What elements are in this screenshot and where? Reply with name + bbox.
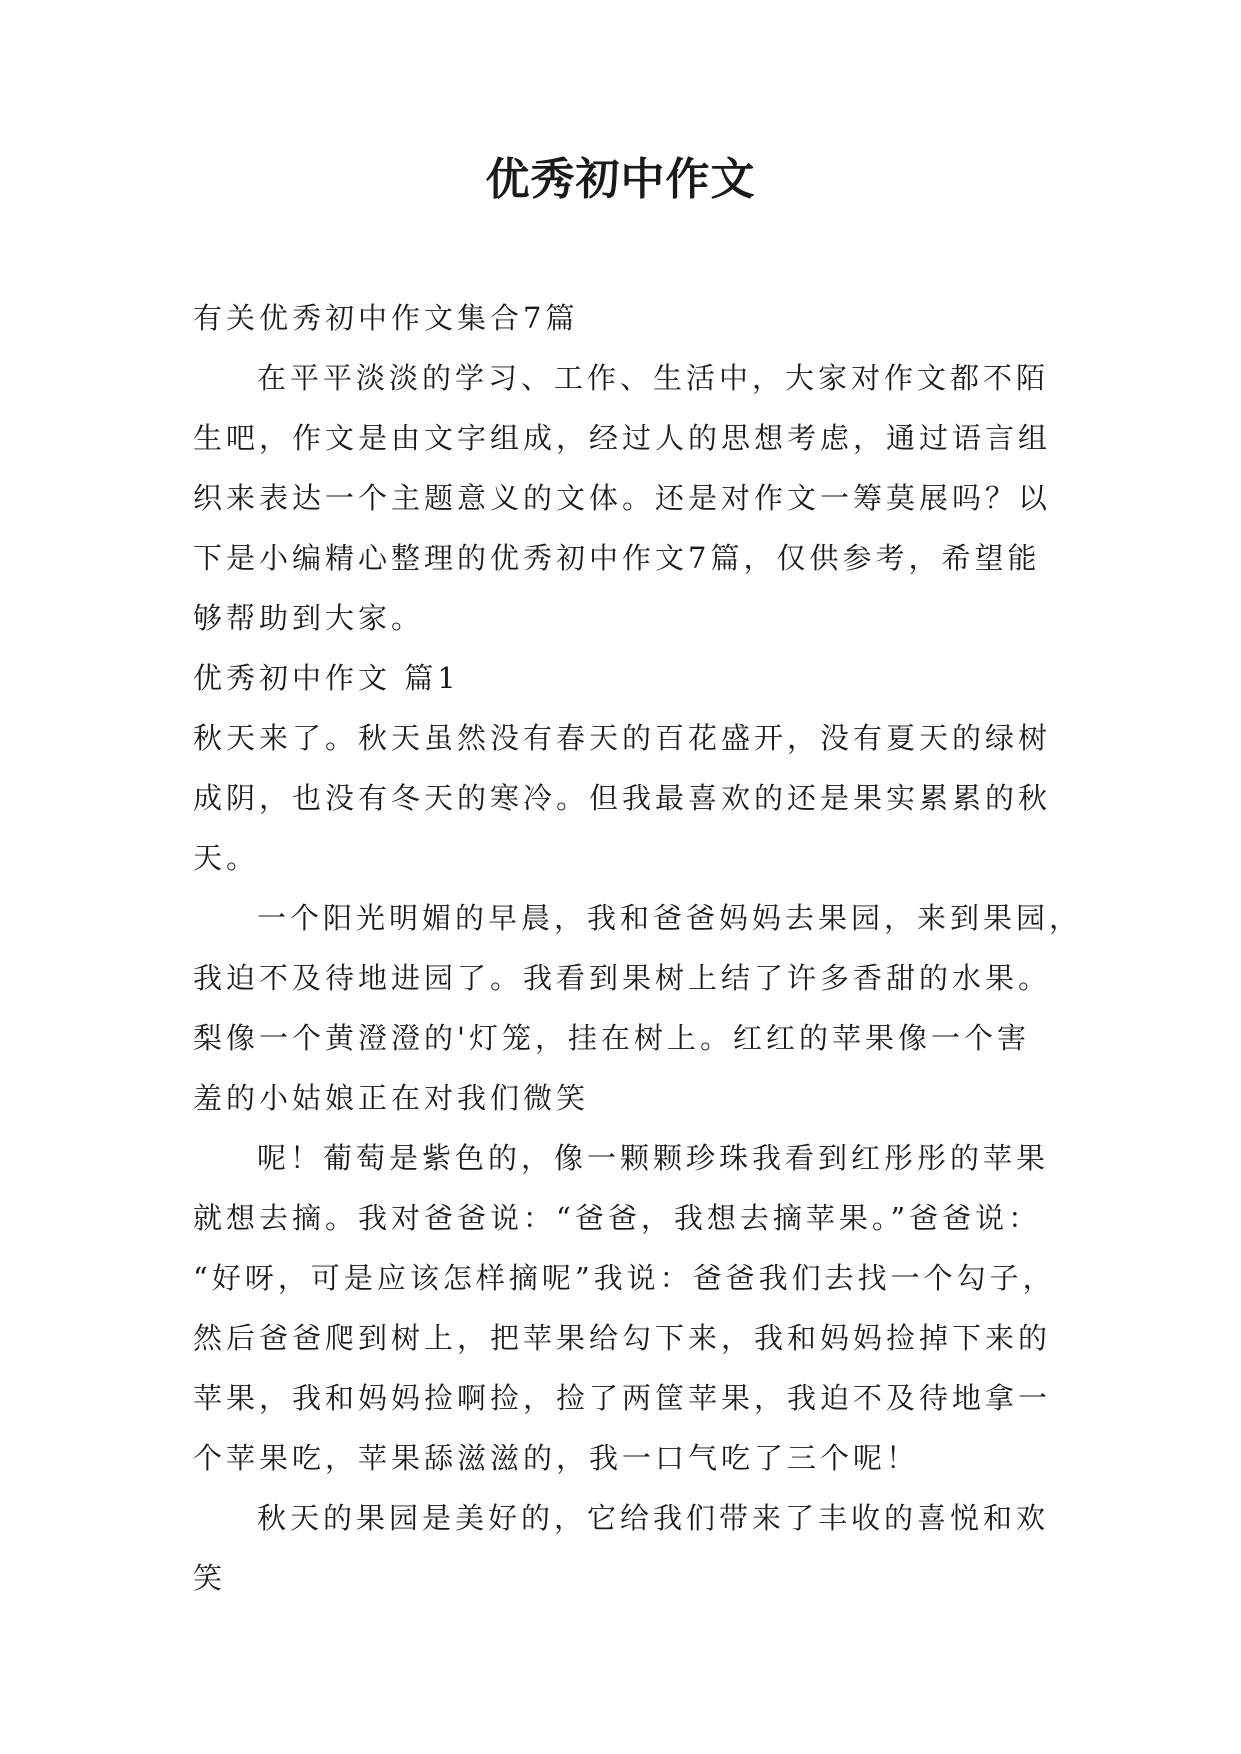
intro-line: 生吧，作文是由文字组成，经过人的思想考虑，通过语言组 [193, 421, 1052, 455]
document-body [193, 288, 1083, 1608]
paragraph-line: 秋天的果园是美好的，它给我们带来了丰收的喜悦和欢 [257, 1501, 1050, 1535]
paragraph-line: 笑 [193, 1561, 227, 1595]
paragraph-line: 我迫不及待地进园了。我看到果树上结了许多香甜的水果。 [193, 961, 1052, 995]
paragraph-line: 天。 [193, 841, 260, 875]
paragraph-line: 个苹果吃，苹果舔滋滋的，我一口气吃了三个呢！ [193, 1441, 920, 1475]
paragraph-line: 秋天来了。秋天虽然没有春天的百花盛开，没有夏天的绿树 [193, 721, 1052, 755]
intro-line: 在平平淡淡的学习、工作、生活中，大家对作文都不陌 [257, 361, 1050, 395]
paragraph-line: 梨像一个黄澄澄的'灯笼，挂在树上。红红的苹果像一个害 [193, 1021, 1030, 1055]
intro-line: 织来表达一个主题意义的文体。还是对作文一筹莫展吗？以 [193, 481, 1052, 515]
document-title: 优秀初中作文 [485, 154, 756, 205]
paragraph-line: 然后爸爸爬到树上，把苹果给勾下来，我和妈妈捡掉下来的 [193, 1321, 1052, 1355]
paragraph-line: 成阴，也没有冬天的寒冷。但我最喜欢的还是果实累累的秋 [193, 781, 1052, 815]
intro-line: 够帮助到大家。 [193, 601, 425, 635]
document-subtitle: 有关优秀初中作文集合7篇 [193, 301, 579, 335]
paragraph-line: 苹果，我和妈妈捡啊捡，捡了两筐苹果，我迫不及待地拿一 [193, 1381, 1052, 1415]
paragraph-line: 一个阳光明媚的早晨，我和爸爸妈妈去果园，来到果园， [257, 901, 1083, 935]
paragraph-line: “好呀，可是应该怎样摘呢”我说：爸爸我们去找一个勾子， [193, 1261, 1056, 1295]
paragraph-line: 羞的小姑娘正在对我们微笑 [193, 1081, 590, 1115]
intro-line: 下是小编精心整理的优秀初中作文7篇，仅供参考，希望能 [193, 541, 1041, 575]
section-heading: 优秀初中作文 篇1 [193, 661, 460, 695]
paragraph-line: 就想去摘。我对爸爸说：“爸爸，我想去摘苹果。”爸爸说： [193, 1201, 1042, 1235]
paragraph-line: 呢！葡萄是紫色的，像一颗颗珍珠我看到红彤彤的苹果 [257, 1141, 1050, 1175]
